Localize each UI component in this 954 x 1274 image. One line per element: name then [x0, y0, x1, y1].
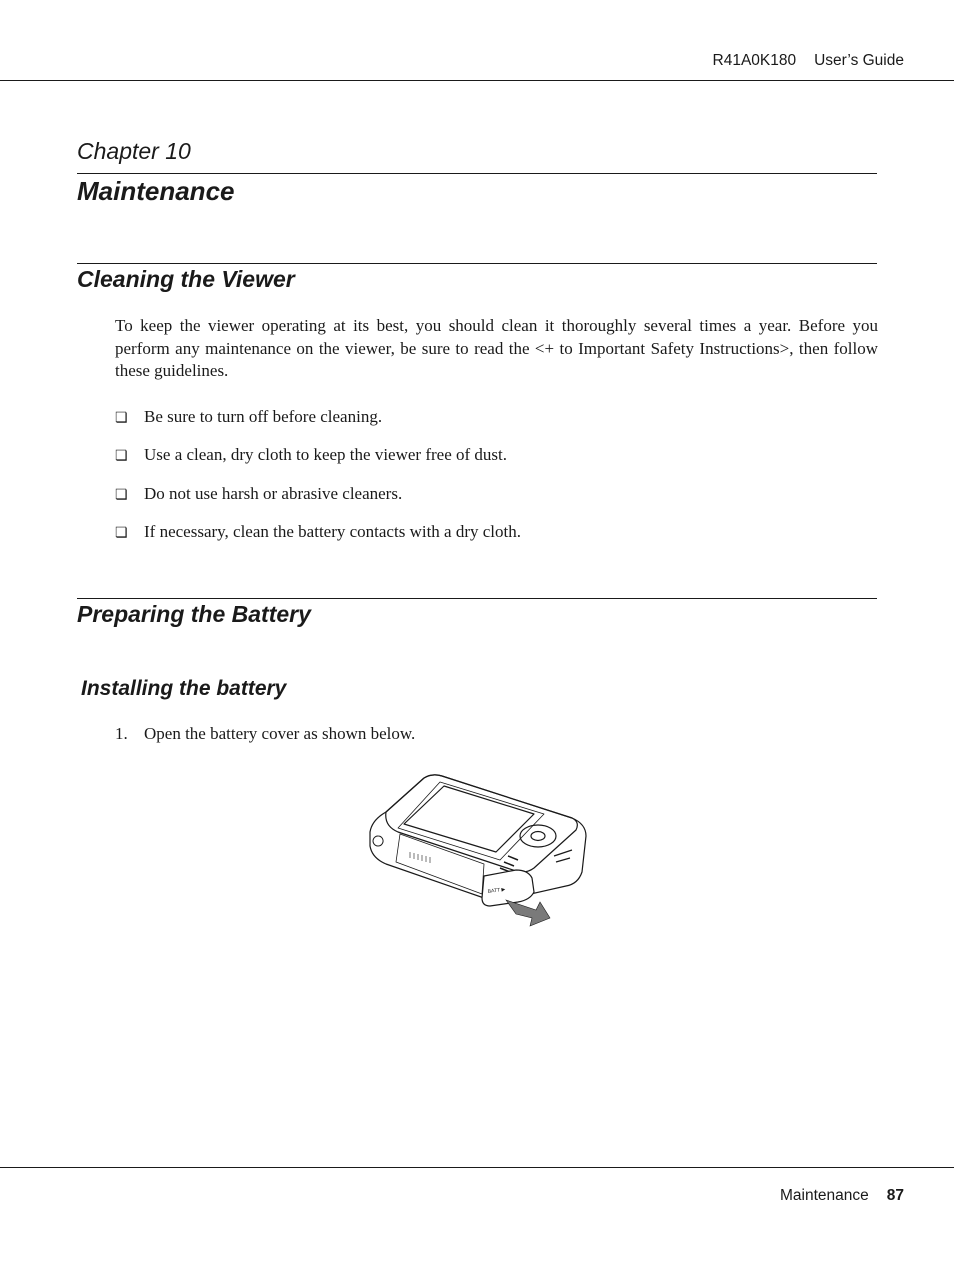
viewer-battery-cover-illustration — [366, 772, 588, 932]
guide-title: User’s Guide — [814, 52, 904, 69]
subsection-heading-installing: Installing the battery — [81, 677, 287, 700]
list-item — [115, 406, 382, 430]
vent-lines — [410, 852, 430, 863]
header-rule — [0, 80, 954, 81]
page-header — [713, 52, 904, 70]
control-center-button — [531, 832, 545, 841]
step-item — [115, 723, 415, 745]
chapter-label: Chapter 10 — [77, 138, 191, 164]
checkbox-bullet-icon: ❏ — [115, 488, 128, 503]
cleaning-intro: To keep the viewer operating at its best, you should clean it thoroughly several times a year. Before you perform any maintenance on the viewer, be sure to read the <+ to Important Safety Instructions>, then follow these guidelines. — [115, 316, 878, 381]
right-side-slot — [554, 850, 572, 862]
page-footer — [780, 1187, 904, 1205]
section-heading-cleaning: Cleaning the Viewer — [77, 266, 295, 292]
footer-rule — [0, 1167, 954, 1168]
slide-arrow-icon — [506, 900, 550, 926]
control-dial — [520, 825, 556, 847]
doc-id: R41A0K180 — [712, 52, 797, 69]
list-item-text: Be sure to turn off before cleaning. — [144, 407, 383, 426]
step-number: 1. — [115, 724, 128, 743]
side-panel — [396, 834, 484, 894]
checkbox-bullet-icon: ❏ — [115, 411, 128, 426]
checkbox-bullet-icon: ❏ — [115, 526, 128, 541]
list-item — [115, 521, 521, 545]
chapter-rule — [77, 173, 877, 174]
device-top-face — [386, 775, 578, 872]
list-item — [115, 483, 402, 507]
list-item — [115, 444, 507, 468]
list-item-text: If necessary, clean the battery contacts with a dry cloth. — [144, 522, 521, 541]
port-icon — [373, 836, 383, 846]
checkbox-bullet-icon: ❏ — [115, 449, 128, 464]
battery-cover-label: BATT ▶ — [487, 886, 506, 895]
list-item-text: Do not use harsh or abrasive cleaners. — [144, 484, 403, 503]
list-item-text: Use a clean, dry cloth to keep the viewer free of dust. — [144, 445, 507, 464]
step-text: Open the battery cover as shown below. — [144, 724, 416, 743]
page-number: 87 — [886, 1187, 904, 1204]
section-rule-battery — [77, 598, 877, 599]
footer-section: Maintenance — [779, 1187, 869, 1204]
screen-bezel — [398, 782, 544, 860]
section-heading-battery: Preparing the Battery — [77, 601, 311, 627]
section-rule-cleaning — [77, 263, 877, 264]
chapter-title: Maintenance — [77, 176, 235, 206]
